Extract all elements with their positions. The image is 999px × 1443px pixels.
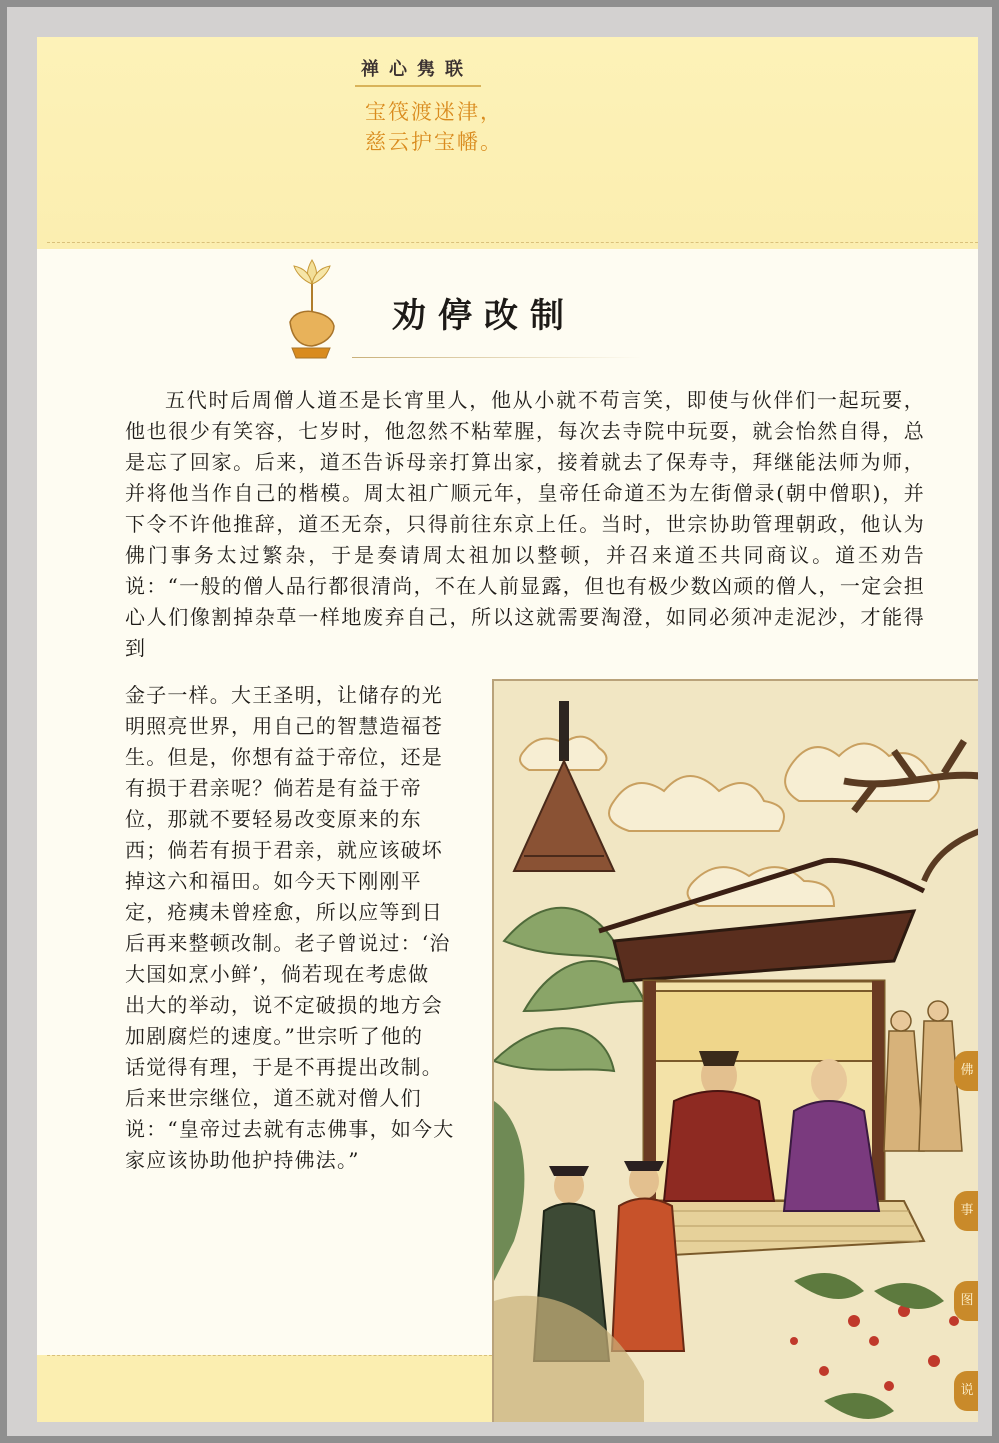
title-block bbox=[272, 252, 692, 362]
column-line: 出大的举动，说不定破损的地方会 bbox=[125, 993, 443, 1017]
column-line: 西；倘若有损于君亲，就应该破坏 bbox=[125, 838, 443, 862]
footer-band bbox=[37, 1355, 492, 1422]
column-line: 话觉得有理，于是不再提出改制。 bbox=[125, 1055, 443, 1079]
side-tab-fo: 佛 bbox=[954, 1051, 978, 1091]
header-divider bbox=[47, 242, 978, 244]
article-column-text bbox=[125, 680, 482, 1176]
column-line: 金子一样。大王圣明，让储存的光 bbox=[125, 683, 443, 707]
header-band bbox=[37, 37, 978, 249]
column-line: 掉这六和福田。如今天下刚刚平 bbox=[125, 869, 422, 893]
couplet-line-1: 宝筏渡迷津， bbox=[365, 100, 503, 124]
column-line: 位，那就不要轻易改变原来的东 bbox=[125, 807, 422, 831]
outer-frame bbox=[7, 7, 992, 1436]
title-underline bbox=[352, 357, 642, 358]
title-ornament bbox=[355, 85, 481, 87]
column-line: 有损于君亲呢？倘若是有益于帝 bbox=[125, 776, 422, 800]
footer-divider bbox=[47, 1355, 492, 1357]
couplet-line-2: 慈云护宝幡。 bbox=[365, 130, 503, 154]
side-tab-shi: 事 bbox=[954, 1191, 978, 1231]
book-page bbox=[37, 37, 978, 1422]
column-line: 说：“皇帝过去就有志佛事，如今大 bbox=[125, 1117, 455, 1141]
column-line: 大国如烹小鲜’，倘若现在考虑做 bbox=[125, 962, 430, 986]
column-line: 定，疮痍未曾痊愈，所以应等到日 bbox=[125, 900, 443, 924]
side-tab-shuo: 说 bbox=[954, 1371, 978, 1411]
couplet bbox=[365, 97, 503, 157]
side-tab-tu: 图 bbox=[954, 1281, 978, 1321]
column-line: 明照亮世界，用自己的智慧造福苍 bbox=[125, 714, 443, 738]
column-line: 家应该协助他护持佛法。” bbox=[125, 1148, 360, 1172]
lotus-hand-icon bbox=[272, 252, 352, 362]
column-line: 后来世宗继位，道丕就对僧人们 bbox=[125, 1086, 422, 1110]
column-line: 加剧腐烂的速度。”世宗听了他的 bbox=[125, 1024, 424, 1048]
page-title: 劝停改制 bbox=[392, 296, 576, 336]
series-title: 禅心隽联 bbox=[361, 59, 473, 80]
temple-scene-painting bbox=[494, 681, 978, 1422]
article-paragraph: 五代时后周僧人道丕是长宵里人，他从小就不苟言笑，即使与伙伴们一起玩要，他也很少有笑容，七岁时，他忽然不粘荤腥，每次去寺院中玩耍，就会怡然自得，总是忘了回家。后来，道丕告诉母亲打算出家，接着就去了保寿寺，拜继能法师为师，并将他当作自己的楷模。周太祖广顺元年，皇帝任命道丕为左街僧录(朝中僧职)，并下令不许他推辞，道丕无奈，只得前往东京上任。当时，世宗协助管理朝政，他认为佛门事务太过繁杂，于是奏请周太祖加以整顿，并召来道丕共同商议。道丕劝告说：“一般的僧人品行都很清尚，不在人前显露，但也有极少数凶顽的僧人，一定会担心人们像割掉杂草一样地废弃自己，所以这就需要淘澄，如同必须冲走泥沙，才能得到 bbox=[125, 388, 925, 660]
article-body bbox=[125, 385, 925, 664]
painting-illustration bbox=[492, 679, 978, 1422]
column-line: 后再来整顿改制。老子曾说过：‘治 bbox=[125, 931, 451, 955]
column-line: 生。但是，你想有益于帝位，还是 bbox=[125, 745, 443, 769]
